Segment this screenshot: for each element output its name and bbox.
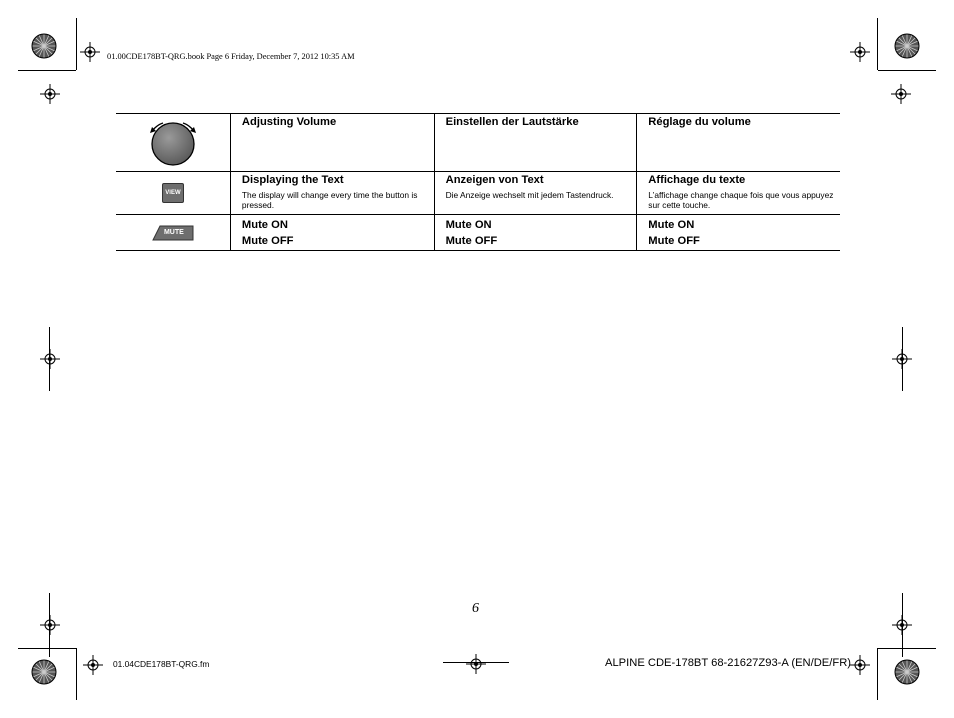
registration-target-icon — [892, 615, 912, 635]
title-fr: Affichage du texte — [648, 174, 746, 186]
crop-mark — [76, 18, 77, 70]
starburst-target-icon — [894, 659, 920, 685]
mute-on-fr: Mute ON — [648, 219, 695, 231]
crop-mark — [877, 648, 878, 700]
desc-de: Die Anzeige wechselt mit jedem Tastendruck. — [445, 190, 614, 200]
icon-cell — [116, 172, 230, 215]
cell-de — [434, 172, 637, 215]
cell-en — [230, 172, 434, 215]
cell-de — [434, 114, 637, 172]
cell-en — [230, 114, 434, 172]
cell-en — [230, 215, 434, 251]
starburst-target-icon — [31, 33, 57, 59]
footer-product-code: ALPINE CDE-178BT 68-21627Z93-A (EN/DE/FR) — [605, 657, 852, 669]
title-fr: Réglage du volume — [648, 116, 751, 128]
crop-mark — [76, 648, 77, 700]
registration-target-icon — [40, 615, 60, 635]
mute-button-icon — [152, 225, 194, 241]
registration-target-icon — [466, 654, 486, 674]
title-de: Anzeigen von Text — [445, 174, 544, 186]
registration-target-icon — [892, 349, 912, 369]
registration-target-icon — [850, 42, 870, 62]
function-table — [116, 113, 840, 251]
mute-off-de: Mute OFF — [445, 235, 498, 247]
footer-file-name: 01.04CDE178BT-QRG.fm — [113, 659, 210, 669]
desc-fr: L’affichage change chaque fois que vous appuyez sur cette touche. — [648, 190, 834, 210]
mute-on-de: Mute ON — [445, 219, 492, 231]
registration-target-icon — [891, 84, 911, 104]
icon-cell — [116, 114, 230, 172]
title-en: Adjusting Volume — [241, 116, 337, 128]
title-de: Einstellen der Lautstärke — [445, 116, 579, 128]
book-file-info: 01.00CDE178BT-QRG.book Page 6 Friday, December 7, 2012 10:35 AM — [107, 52, 355, 61]
crop-mark — [878, 648, 936, 649]
registration-target-icon — [850, 655, 870, 675]
table-row — [116, 114, 840, 172]
page-number: 6 — [472, 601, 479, 616]
table-row — [116, 215, 840, 251]
cell-fr — [637, 114, 840, 172]
registration-target-icon — [40, 349, 60, 369]
starburst-target-icon — [894, 33, 920, 59]
mute-on-en: Mute ON — [241, 219, 288, 231]
mute-off-fr: Mute OFF — [648, 235, 700, 247]
mute-off-en: Mute OFF — [241, 235, 294, 247]
crop-mark — [18, 648, 76, 649]
crop-mark — [18, 70, 76, 71]
desc-en: The display will change every time the button is pressed. — [241, 190, 418, 210]
cell-de — [434, 215, 637, 251]
icon-cell — [116, 215, 230, 251]
cell-fr — [637, 215, 840, 251]
table-row — [116, 172, 840, 215]
crop-mark — [877, 18, 878, 70]
rotary-knob-icon — [133, 114, 213, 170]
title-en: Displaying the Text — [241, 174, 344, 186]
starburst-target-icon — [31, 659, 57, 685]
registration-target-icon — [83, 655, 103, 675]
crop-mark — [878, 70, 936, 71]
view-button-icon: VIEW — [162, 183, 184, 203]
cell-fr — [637, 172, 840, 215]
mute-button-label: MUTE — [163, 229, 184, 236]
registration-target-icon — [40, 84, 60, 104]
registration-target-icon — [80, 42, 100, 62]
